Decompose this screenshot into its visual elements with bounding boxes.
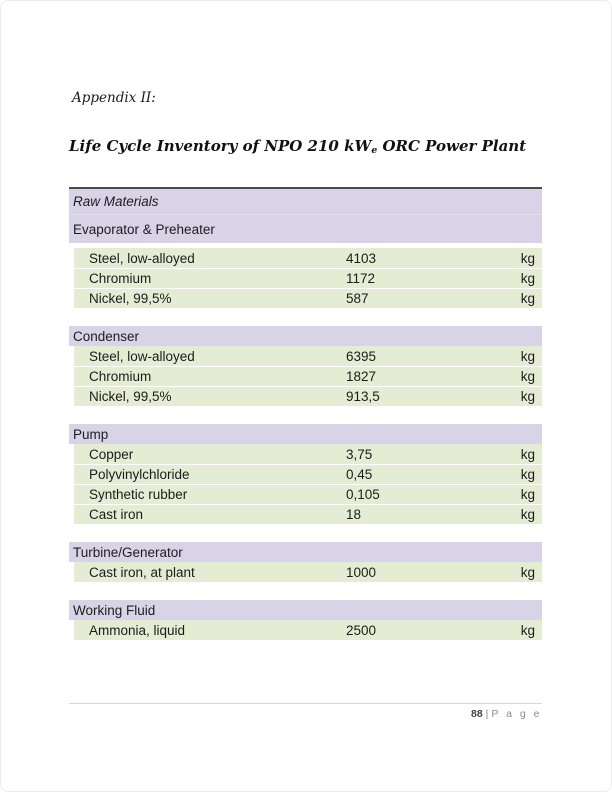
material-unit: kg	[520, 507, 535, 522]
document-title	[69, 136, 542, 159]
section-rows-working-fluid	[74, 620, 542, 640]
spacer	[69, 308, 542, 326]
material-value: 587	[346, 291, 369, 306]
material-value: 1172	[346, 271, 376, 286]
footer-divider	[69, 703, 542, 704]
material-value: 1000	[346, 564, 377, 580]
table-title-row	[69, 189, 542, 214]
material-unit: kg	[520, 467, 535, 482]
section-name: Pump	[73, 426, 109, 442]
footer-separator: |	[485, 708, 489, 720]
footer-page-label	[69, 708, 542, 720]
material-unit: kg	[520, 250, 535, 266]
material-name: Steel, low-alloyed	[89, 250, 195, 266]
spacer	[69, 406, 542, 424]
material-unit: kg	[520, 389, 535, 404]
appendix-heading: Appendix II:	[72, 90, 156, 106]
table-title: Raw Materials	[73, 194, 159, 209]
table-row	[74, 620, 542, 640]
material-unit: kg	[520, 369, 535, 384]
spacer	[69, 524, 542, 542]
material-name: Copper	[89, 446, 134, 462]
table-row	[74, 444, 542, 464]
section-header-condenser	[69, 326, 542, 346]
material-name: Steel, low-alloyed	[89, 348, 195, 364]
material-name: Nickel, 99,5%	[89, 291, 172, 306]
section-header-evaporator	[69, 214, 542, 243]
material-unit: kg	[520, 564, 535, 580]
material-value: 1827	[346, 369, 377, 384]
table-row	[74, 346, 542, 366]
material-name: Cast iron, at plant	[89, 564, 195, 580]
raw-materials-table	[69, 187, 542, 640]
section-rows-pump	[74, 444, 542, 524]
material-name: Nickel, 99,5%	[89, 389, 172, 404]
material-name: Chromium	[89, 369, 152, 384]
material-unit: kg	[520, 271, 535, 286]
material-value: 18	[346, 507, 362, 522]
material-name: Polyvinylchloride	[89, 467, 190, 482]
table-row	[74, 366, 542, 386]
footer-page-word: P a g e	[491, 708, 542, 720]
table-row	[74, 484, 542, 504]
material-value: 0,45	[346, 467, 373, 482]
title-pre: Life Cycle Inventory of NPO 210 kW	[69, 137, 372, 155]
table-row	[74, 386, 542, 406]
material-value: 3,75	[346, 446, 373, 462]
section-rows-evaporator	[74, 248, 542, 308]
material-unit: kg	[520, 487, 535, 502]
material-unit: kg	[520, 348, 535, 364]
material-name: Cast iron	[89, 507, 144, 522]
title-subscript: e	[371, 145, 378, 157]
section-header-working-fluid	[69, 600, 542, 620]
material-value: 2500	[346, 622, 377, 638]
table-row	[74, 248, 542, 268]
title-post: ORC Power Plant	[377, 137, 527, 155]
material-value: 6395	[346, 348, 377, 364]
spacer	[69, 582, 542, 600]
table-row	[74, 268, 542, 288]
table-row	[74, 562, 542, 582]
material-value: 0,105	[346, 487, 380, 502]
material-name: Chromium	[89, 271, 152, 286]
material-unit: kg	[520, 291, 535, 306]
material-name: Synthetic rubber	[89, 487, 188, 502]
material-value: 4103	[346, 250, 377, 266]
section-rows-turbine-generator	[74, 562, 542, 582]
table-header-block	[69, 189, 542, 243]
section-header-pump	[69, 424, 542, 444]
material-value: 913,5	[346, 389, 380, 404]
section-header-turbine-generator	[69, 542, 542, 562]
section-name: Turbine/Generator	[73, 544, 183, 560]
section-rows-condenser	[74, 346, 542, 406]
page-content	[69, 1, 542, 640]
table-row	[74, 504, 542, 524]
page-footer	[69, 703, 542, 720]
section-name: Condenser	[73, 328, 140, 344]
material-unit: kg	[520, 622, 535, 638]
table-row	[74, 464, 542, 484]
material-name: Ammonia, liquid	[89, 622, 186, 638]
page-number: 88	[470, 708, 483, 720]
material-unit: kg	[520, 446, 535, 462]
table-row	[74, 288, 542, 308]
section-name: Evaporator & Preheater	[73, 221, 215, 237]
section-name: Working Fluid	[73, 602, 156, 618]
